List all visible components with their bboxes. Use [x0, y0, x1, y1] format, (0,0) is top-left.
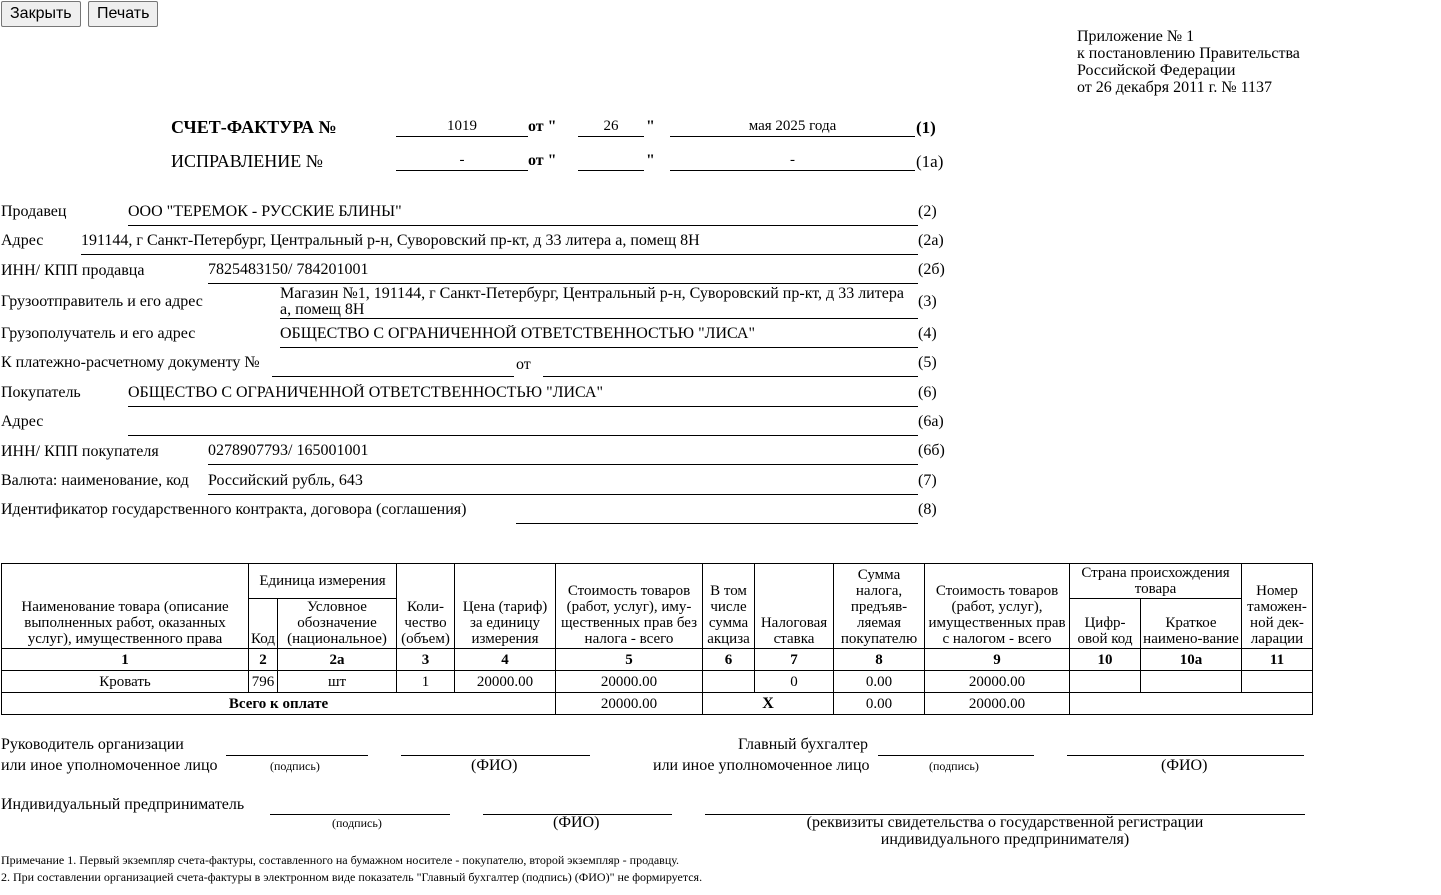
- cell-customs: [1242, 671, 1313, 693]
- total-sum: 20000.00: [925, 693, 1070, 715]
- contract-label: Идентификатор государственного контракта, договора (соглашения): [1, 501, 467, 518]
- header-price: Цена (тариф) за единицу измерения: [455, 564, 556, 649]
- header-country-name: Краткое наимено-вание: [1141, 599, 1242, 649]
- col-number: 7: [755, 649, 834, 671]
- accountant-fio-line: [1067, 754, 1304, 756]
- header-customs: Номер таможен-ной дек-ларации: [1242, 564, 1313, 649]
- buyer-inn-label: ИНН/ КПП покупателя: [1, 443, 159, 460]
- total-label: Всего к оплате: [2, 693, 556, 715]
- head-fio-line: [401, 754, 590, 756]
- seller-inn-code: (2б): [918, 261, 945, 278]
- total-row: [2, 693, 1313, 715]
- header-tax: Сумма налога, предъяв-ляемая покупателю: [834, 564, 925, 649]
- payment-doc-code: (5): [918, 354, 937, 371]
- currency-code: (7): [918, 472, 937, 489]
- seller-label: Продавец: [1, 203, 67, 220]
- header-total: Стоимость товаров (работ, услуг), имущественных прав с налогом - всего: [925, 564, 1070, 649]
- close-button[interactable]: Закрыть: [1, 1, 81, 27]
- head-signature-line: [226, 754, 368, 756]
- col-number: 6: [703, 649, 755, 671]
- shipper-label: Грузоотправитель и его адрес: [1, 293, 203, 310]
- buyer-value: ОБЩЕСТВО С ОГРАНИЧЕННОЙ ОТВЕТСТВЕННОСТЬЮ "ЛИСА": [128, 384, 918, 407]
- col-number: 2: [249, 649, 278, 671]
- header-country-code: Цифр-овой код: [1070, 599, 1141, 649]
- correction-code: (1а): [916, 152, 944, 171]
- invoice-number: 1019: [396, 117, 528, 137]
- total-tax: 0.00: [834, 693, 925, 715]
- print-button[interactable]: Печать: [88, 1, 158, 27]
- cell-country-code: [1070, 671, 1141, 693]
- header-country: Страна происхождения товара: [1070, 564, 1242, 599]
- shipper-value: Магазин №1, 191144, г Санкт-Петербург, Центральный р-н, Суворовский пр-кт, д 33 литера а, помещ 8Н: [280, 286, 918, 319]
- currency-label: Валюта: наименование, код: [1, 472, 189, 489]
- cell-cost: 20000.00: [556, 671, 703, 693]
- cell-country-name: [1141, 671, 1242, 693]
- col-number: 10: [1070, 649, 1141, 671]
- correction-title: ИСПРАВЛЕНИЕ №: [171, 151, 323, 171]
- entrepreneur-signature-line: [270, 813, 450, 815]
- header-excise: В том числе сумма акциза: [703, 564, 755, 649]
- entrepreneur-label: Индивидуальный предприниматель: [1, 796, 245, 813]
- payment-doc-date: [543, 354, 918, 377]
- col-number: 10а: [1141, 649, 1242, 671]
- cell-qty: 1: [397, 671, 455, 693]
- note-2: 2. При составлении организацией счета-фактуры в электронном виде показатель "Главный бухгалтер (подпись) (ФИО)" не формируется.: [1, 870, 703, 884]
- header-name: Наименование товара (описание выполненных работ, оказанных услуг), имущественного права: [2, 564, 249, 649]
- buyer-label: Покупатель: [1, 384, 81, 401]
- registration-line: (реквизиты свидетельства о государственной регистрации: [806, 814, 1204, 831]
- appendix-line: к постановлению Правительства: [1077, 45, 1300, 62]
- appendix-line: Российской Федерации: [1077, 62, 1236, 79]
- correction-from-label: от ": [528, 152, 557, 169]
- consignee-code: (4): [918, 325, 937, 342]
- entrepreneur-registration-caption: [705, 814, 1305, 848]
- col-number: 11: [1242, 649, 1313, 671]
- buyer-address-value: [128, 413, 918, 436]
- col-number: 9: [925, 649, 1070, 671]
- col-number: 1: [2, 649, 249, 671]
- buyer-address-code: (6а): [918, 413, 944, 430]
- header-unit-name: Условное обозначение (национальное): [278, 599, 397, 649]
- correction-quote: ": [646, 152, 655, 169]
- header-unit-code: Код: [249, 599, 278, 649]
- header-qty: Коли-чество (объем): [397, 564, 455, 649]
- cell-excise: [703, 671, 755, 693]
- correction-date: -: [670, 151, 915, 171]
- accountant-fio-caption: (ФИО): [1161, 757, 1208, 774]
- currency-value: Российский рубль, 643: [208, 472, 918, 495]
- cell-tax: 0.00: [834, 671, 925, 693]
- entrepreneur-signature-caption: (подпись): [332, 816, 382, 830]
- seller-address-value: 191144, г Санкт-Петербург, Центральный р-н, Суворовский пр-кт, д 33 литера а, помещ 8Н: [81, 232, 918, 255]
- invoice-code: (1): [916, 118, 936, 137]
- appendix-line: Приложение № 1: [1077, 28, 1195, 45]
- note-1: Примечание 1. Первый экземпляр счета-фактуры, составленного на бумажном носителе - покупателю, второй экземпляр - продавцу.: [1, 853, 680, 867]
- correction-number: -: [396, 151, 528, 171]
- consignee-value: ОБЩЕСТВО С ОГРАНИЧЕННОЙ ОТВЕТСТВЕННОСТЬЮ "ЛИСА": [280, 325, 918, 348]
- seller-inn-label: ИНН/ КПП продавца: [1, 262, 145, 279]
- buyer-address-label: Адрес: [1, 413, 44, 430]
- registration-line: индивидуального предпринимателя): [880, 831, 1130, 848]
- head-label-sub: или иное уполномоченное лицо: [1, 757, 218, 774]
- invoice-from-label: от ": [528, 118, 557, 135]
- total-empty: [1070, 693, 1313, 715]
- payment-doc-from: от: [516, 356, 531, 373]
- invoice-month-year: мая 2025 года: [670, 117, 915, 137]
- contract-code: (8): [918, 501, 937, 518]
- buyer-code: (6): [918, 384, 937, 401]
- head-signature-caption: (подпись): [270, 759, 320, 773]
- shipper-code: (3): [918, 293, 937, 310]
- invoice-title: СЧЕТ-ФАКТУРА №: [171, 117, 337, 137]
- goods-table: [1, 563, 1313, 715]
- header-unit: Единица измерения: [249, 564, 397, 599]
- cell-price: 20000.00: [455, 671, 556, 693]
- consignee-label: Грузополучатель и его адрес: [1, 325, 196, 342]
- correction-day: [578, 151, 644, 171]
- col-number: 2а: [278, 649, 397, 671]
- payment-doc-label: К платежно-расчетному документу №: [1, 354, 260, 371]
- appendix-line: от 26 декабря 2011 г. № 1137: [1077, 79, 1272, 96]
- buyer-inn-code: (6б): [918, 442, 945, 459]
- accountant-signature-line: [878, 754, 1034, 756]
- cell-unit: шт: [278, 671, 397, 693]
- col-number: 4: [455, 649, 556, 671]
- cell-rate: 0: [755, 671, 834, 693]
- accountant-signature-caption: (подпись): [929, 759, 979, 773]
- invoice-day: 26: [578, 117, 644, 137]
- col-number: 5: [556, 649, 703, 671]
- col-number: 3: [397, 649, 455, 671]
- seller-code: (2): [918, 203, 937, 220]
- appendix-block: [1077, 28, 1300, 96]
- buyer-inn-value: 0278907793/ 165001001: [208, 442, 918, 465]
- contract-value: [516, 501, 918, 524]
- entrepreneur-fio-caption: (ФИО): [553, 814, 600, 831]
- payment-doc-number: [272, 354, 514, 377]
- total-x: X: [703, 693, 834, 715]
- col-number: 8: [834, 649, 925, 671]
- table-row: [2, 671, 1313, 693]
- accountant-label: Главный бухгалтер: [738, 736, 868, 753]
- cell-code: 796: [249, 671, 278, 693]
- total-cost: 20000.00: [556, 693, 703, 715]
- seller-value: ООО "ТЕРЕМОК - РУССКИЕ БЛИНЫ": [128, 203, 918, 226]
- header-cost: Стоимость товаров (работ, услуг), иму-щественных прав без налога - всего: [556, 564, 703, 649]
- seller-address-label: Адрес: [1, 232, 44, 249]
- invoice-quote: ": [646, 118, 655, 135]
- head-fio-caption: (ФИО): [471, 757, 518, 774]
- seller-address-code: (2а): [918, 232, 944, 249]
- cell-total: 20000.00: [925, 671, 1070, 693]
- header-rate: Налоговая ставка: [755, 564, 834, 649]
- seller-inn-value: 7825483150/ 784201001: [208, 261, 918, 284]
- cell-name: Кровать: [2, 671, 249, 693]
- accountant-label-sub: или иное уполномоченное лицо: [653, 757, 870, 774]
- head-label: Руководитель организации: [1, 736, 184, 753]
